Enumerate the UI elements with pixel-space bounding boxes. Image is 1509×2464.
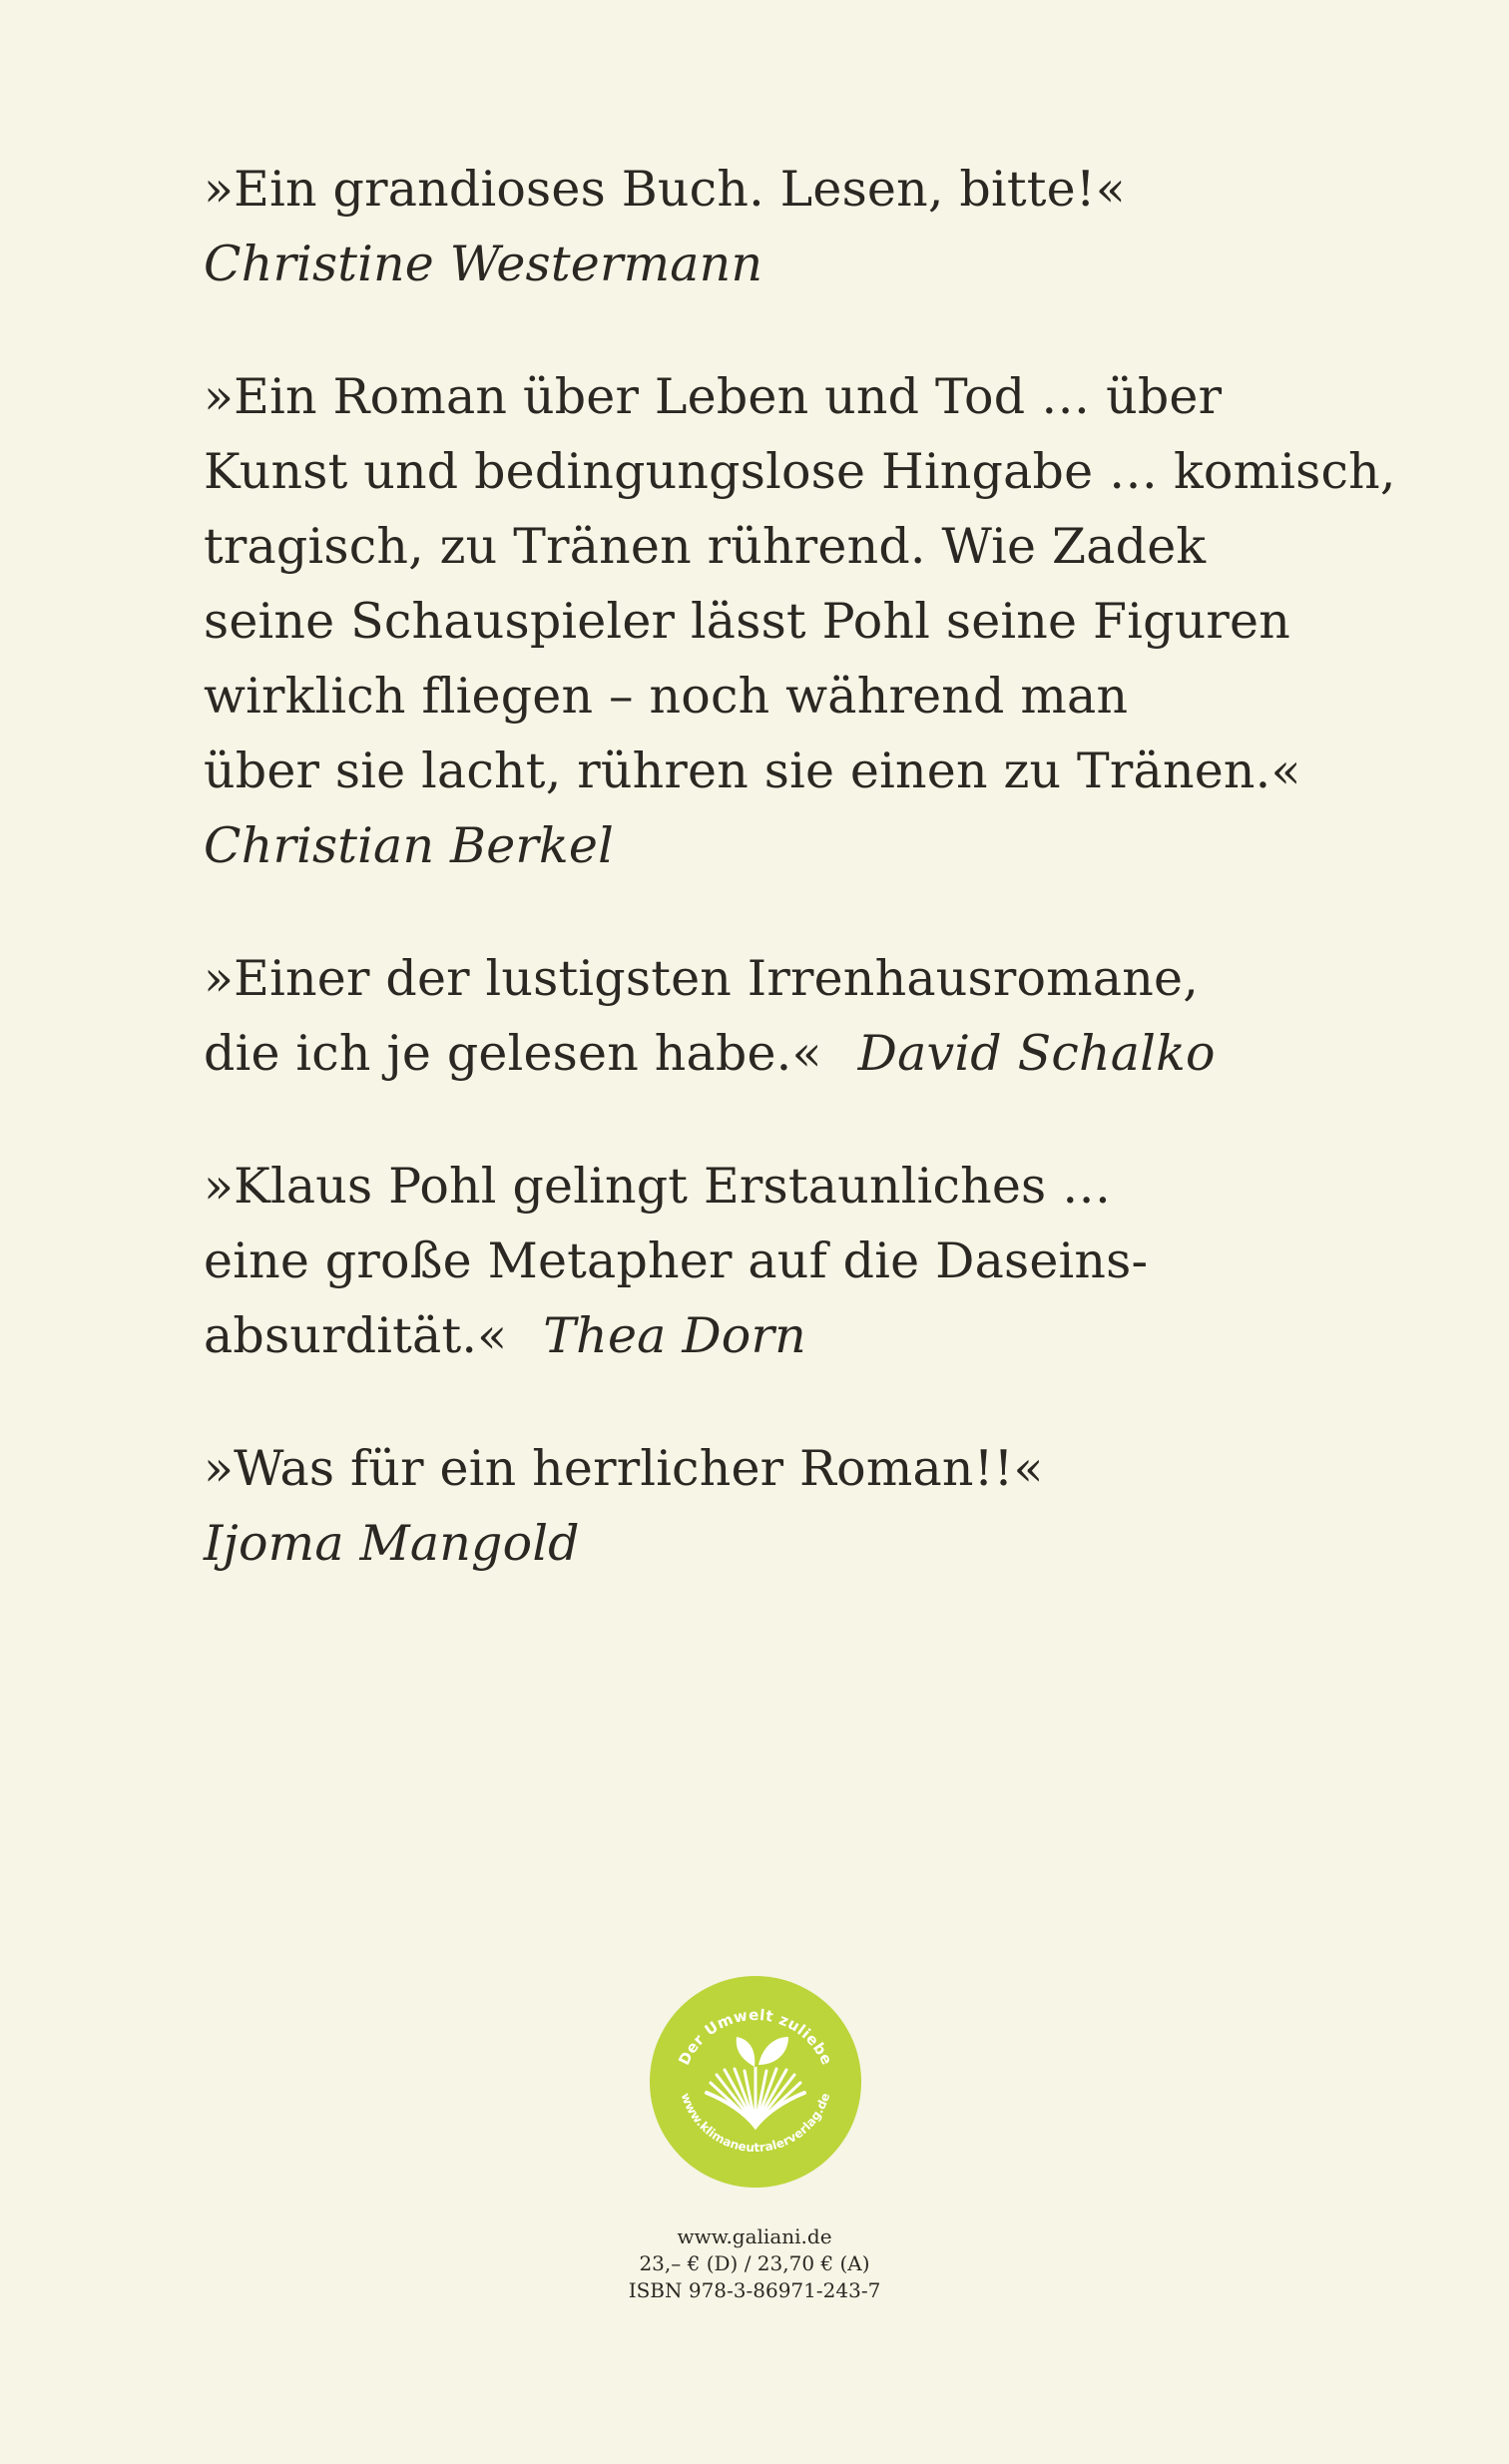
badge-bottom-text: www.klimaneutralerverlag.de: [678, 2091, 833, 2156]
blurb-quotes: [204, 152, 1396, 1639]
quote-author: David Schalko: [857, 1025, 1216, 1082]
quote-text-line: »Ein Roman über Leben und Tod … über: [204, 368, 1223, 425]
isbn: ISBN 978-3-86971-243-7: [628, 2278, 881, 2302]
quote-dorn: [204, 1149, 1351, 1373]
quote-author: Christian Berkel: [204, 817, 614, 874]
quote-author: Christine Westermann: [204, 236, 763, 292]
quote-westermann: [204, 152, 1351, 301]
quote-text-line: wirklich fliegen – noch während man: [204, 668, 1129, 725]
quote-text: absurdität.«: [204, 1307, 508, 1364]
quote-text-line-with-author: [204, 1298, 1351, 1373]
publisher-website: www.galiani.de: [677, 2224, 832, 2248]
climate-neutral-badge: [649, 1975, 862, 2189]
quote-text-line: »Ein grandioses Buch. Lesen, bitte!«: [204, 161, 1126, 218]
quote-schalko: [204, 941, 1351, 1091]
quote-text: die ich je gelesen habe.«: [204, 1025, 822, 1082]
publisher-info: [0, 2223, 1509, 2304]
quote-text-line: »Was für ein herrlicher Roman!!«: [204, 1440, 1044, 1497]
quote-text-line: seine Schauspieler lässt Pohl seine Figuren: [204, 593, 1290, 650]
quote-text-line: Kunst und bedingungslose Hingabe … komisch,: [204, 443, 1396, 500]
badge-top-text: Der Umwelt zuliebe: [675, 2005, 836, 2069]
quote-text-line: »Einer der lustigsten Irrenhausromane,: [204, 950, 1199, 1007]
quote-text-line: eine große Metapher auf die Daseins-: [204, 1232, 1149, 1289]
quote-mangold: [204, 1431, 1351, 1581]
quote-text-line-with-author: [204, 1016, 1351, 1091]
climate-neutral-badge-graphic: [649, 1975, 862, 2189]
quote-text-line: über sie lacht, rühren sie einen zu Tränen.«: [204, 742, 1301, 799]
quote-author: Thea Dorn: [543, 1307, 806, 1364]
quote-berkel: [204, 359, 1396, 883]
price-info: 23,– € (D) / 23,70 € (A): [639, 2251, 870, 2275]
quote-author: Ijoma Mangold: [204, 1515, 580, 1572]
quote-text-line: tragisch, zu Tränen rührend. Wie Zadek: [204, 518, 1207, 575]
quote-text-line: »Klaus Pohl gelingt Erstaunliches …: [204, 1158, 1112, 1215]
